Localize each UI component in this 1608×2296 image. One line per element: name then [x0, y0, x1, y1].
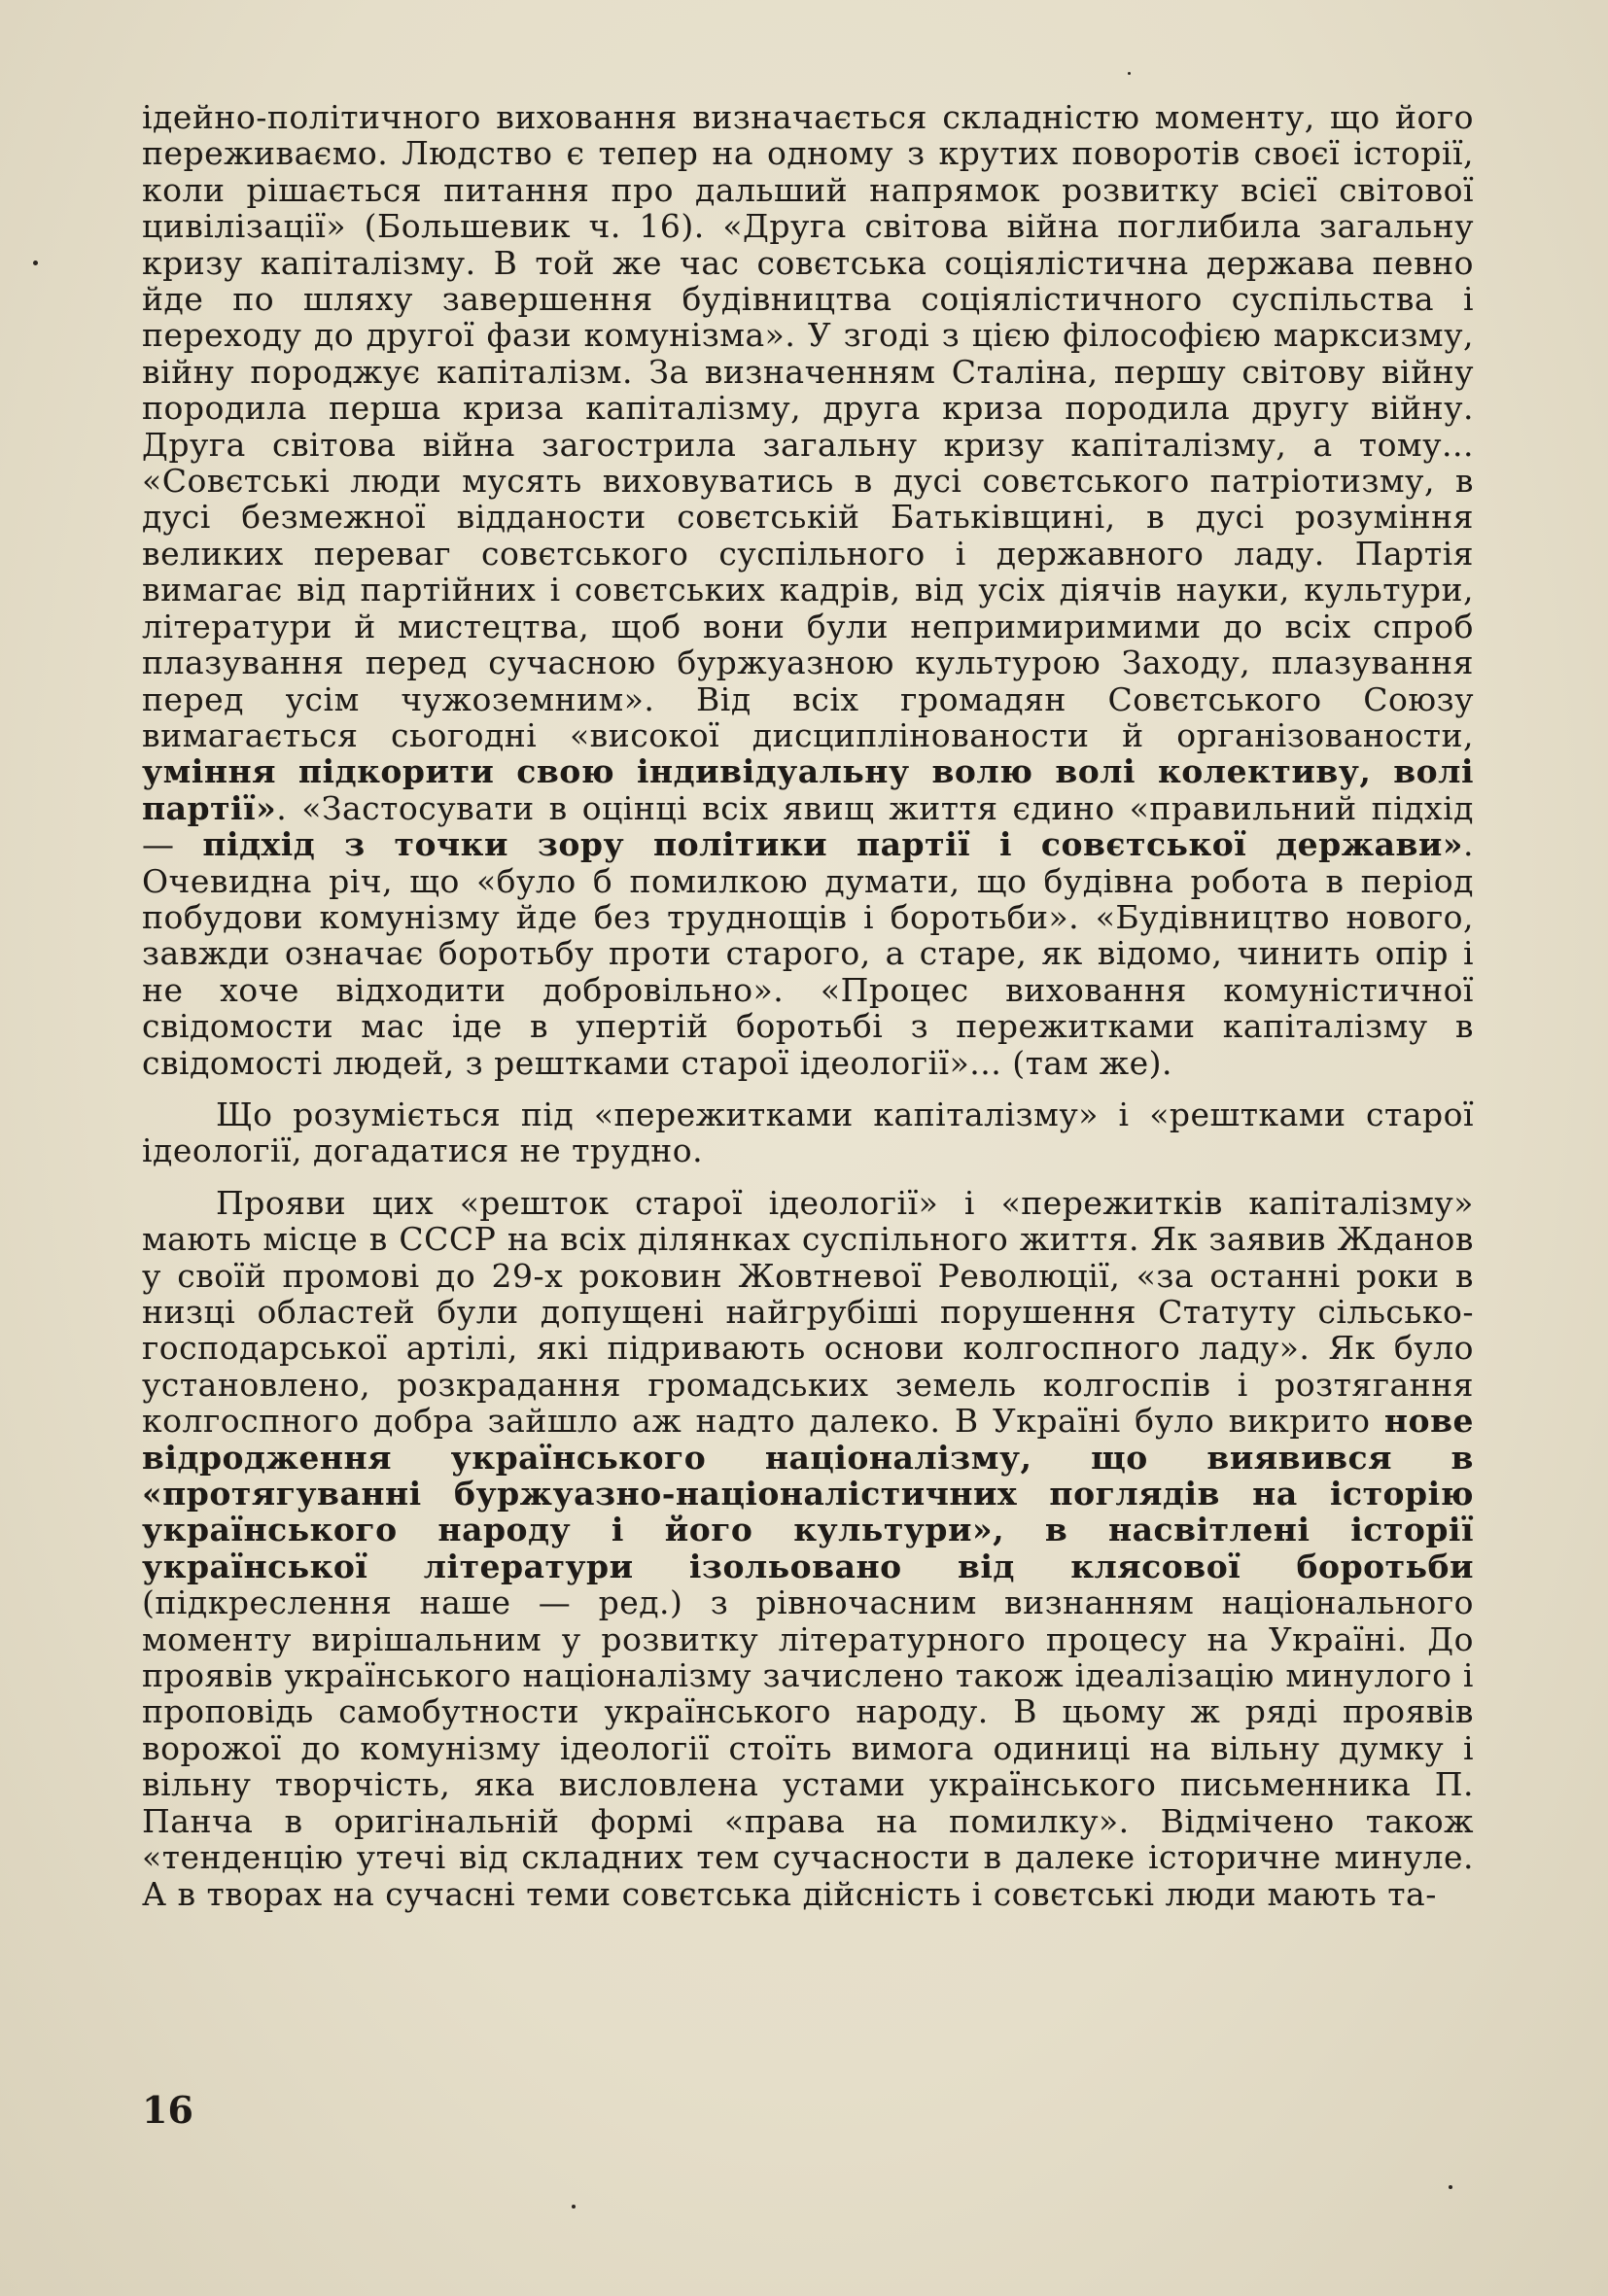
text-segment: Що розуміється під «пережитками капіталізму» і «рештками старої ідеології, догадатися не трудно.: [142, 1095, 1474, 1170]
print-speck: [33, 261, 38, 265]
text-segment: . Очевидна річ, що «було б помилкою думати, що будівна робота в період побудови комунізму йде без труднощів і боротьби». «Будівництво нового, завжди означає боротьбу проти старого, а старе, як відомо, чинить опір і не хоче відходити добровільно». «Процес виховання комуністичної свідомости мас іде в упертій боротьбі з пережитками капіталізму в свідомості людей, з рештками старої ідеології»... (там же).: [142, 825, 1474, 1082]
emphasis-segment: підхід з точки зору політики партії і совєтської держави»: [202, 825, 1463, 864]
text-segment: . «Застосувати в оцінці всіх явищ життя єдино «правильний підхід —: [142, 788, 1474, 864]
page-number: 16: [142, 2088, 193, 2132]
emphasis-segment: нове відродження українського націоналізму, що виявився в «протягуванні буржуазно-націоналістичних поглядів на історію українського народу і його культури», в насвітлені історії української літератури ізольовано від клясової боротьби: [142, 1402, 1474, 1585]
paragraph-2: [142, 1096, 1474, 1169]
main-text: [142, 99, 1474, 1928]
paragraph-1: [142, 99, 1474, 1081]
emphasis-segment: уміння підкорити свою індивідуальну волю волі колективу, волі партії»: [142, 752, 1474, 827]
text-segment: (підкреслення наше — ред.) з рівночасним визнанням національного моменту вирішальним у розвитку літературного процесу на Україні. До проявів українського націоналізму зачислено також ідеалізацію минулого і проповідь самобутности українського народу. В цьому ж ряді проявів ворожої до комунізму ідеології стоїть вимога одиниці на вільну думку і вільну творчість, яка висловлена устами українського письменника П. Панча в оригінальній формі «права на помилку». Відмічено також «тенденцію утечі від складних тем сучасности в далеке історичне минуле. А в творах на сучасні теми совєтська дійсність і совєтські люди мають та-: [142, 1583, 1474, 1913]
text-segment: ідейно-політичного виховання визначається складністю моменту, що його переживаємо. Людство є тепер на одному з крутих поворотів своєї історії, коли рішається питання про дальший напрямок розвитку всієї світової цивілізації» (Большевик ч. 16). «Друга світова війна поглибила загальну кризу капіталізму. В той же час совєтська соціялістична держава певно йде по шляху завершення будівництва соціялістичного суспільства і переходу до другої фази комунізма». У згоді з цією філософією марксизму, війну породжує капіталізм. За визначенням Сталіна, першу світову війну породила перша криза капіталізму, друга криза породила другу війну. Друга світова війна загострила загальну кризу капіталізму, а тому... «Совєтські люди мусять виховуватись в дусі совєтського патріотизму, в дусі безмежної відданости совєтській Батьківщині, в дусі розуміння великих переваг совєтського суспільного і державного ладу. Партія вимагає від партійних і совєтських кадрів, від усіх діячів науки, культури, літератури й мистецтва, щоб вони були непримиримими до всіх спроб плазування перед сучасною буржуазною культурою Заходу, плазування перед усім чужоземним». Від всіх громадян Совєтського Союзу вимагається сьогодні «високої дисциплінованости й організованости,: [142, 98, 1474, 754]
print-speck: [572, 2205, 576, 2209]
text-segment: Прояви цих «решток старої ідеології» і «пережитків капіталізму» мають місце в СССР на всіх ділянках суспільного життя. Як заявив Жданов у своїй промові до 29-х роковин Жовтневої Революції, «за останні роки в низці областей були допущені найгрубіші порушення Статуту сільсько-господарської артілі, які підривають основи колгоспного ладу». Як було установлено, розкрадання громадських земель колгоспів і розтягання колгоспного добра зайшло аж надто далеко. В Україні було викрито: [142, 1183, 1474, 1441]
print-speck: [1449, 2185, 1452, 2189]
print-speck: [1128, 72, 1131, 75]
paragraph-3: [142, 1185, 1474, 1912]
